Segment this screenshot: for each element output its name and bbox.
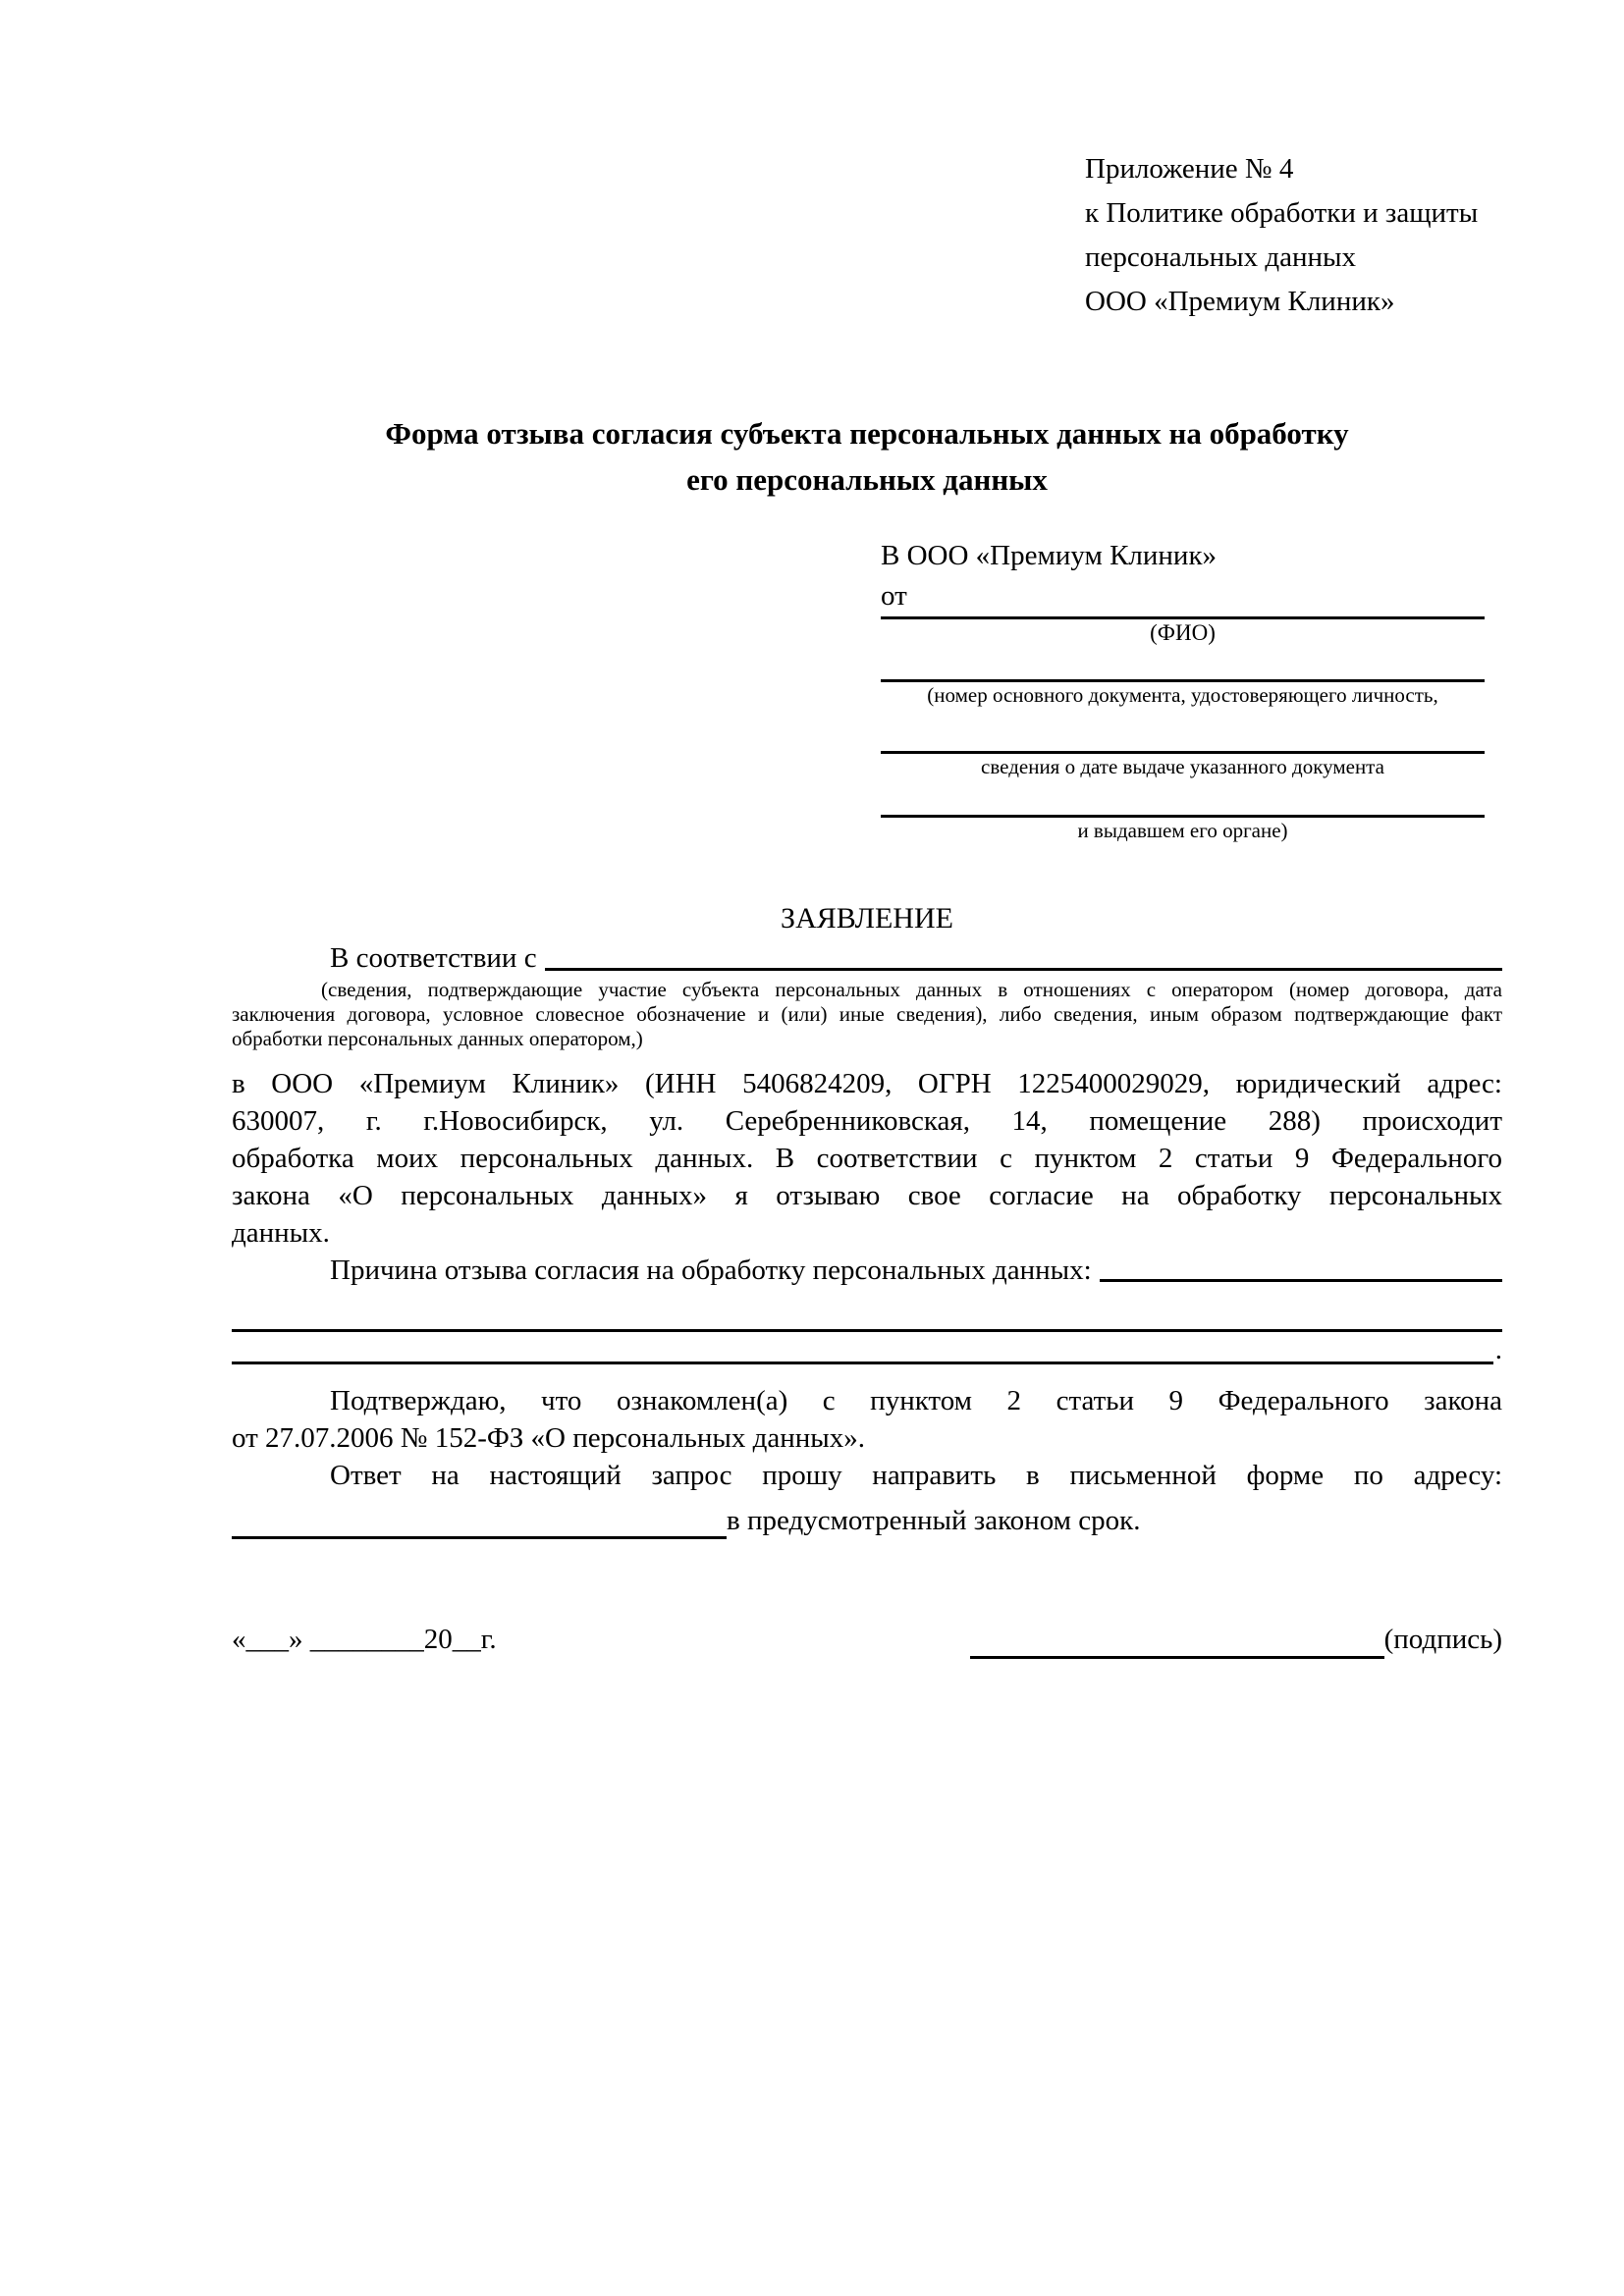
reply-address-blank-line xyxy=(232,1508,727,1539)
explanatory-note-line: заключения договора, условное словесное обозначение и (или) иные сведения), либо сведения, иным образом подтверждающие факт xyxy=(232,1002,1502,1026)
statement-body-line: данных. xyxy=(232,1217,330,1249)
explanatory-note xyxy=(232,978,1502,1051)
explanatory-note-line: обработки персональных данных оператором,) xyxy=(232,1027,643,1050)
recipient-to: В ООО «Премиум Клиник» xyxy=(881,540,1218,571)
reason-label: Причина отзыва согласия на обработку персональных данных: xyxy=(330,1255,1092,1286)
signature-blank-line xyxy=(970,1628,1384,1659)
document-title xyxy=(232,410,1502,503)
document-title-line: Форма отзыва согласия субъекта персональных данных на обработку xyxy=(385,416,1349,451)
reply-tail-text: в предусмотренный законом срок. xyxy=(727,1505,1141,1536)
footer-row xyxy=(232,1620,1502,1659)
statement-body-line: в ООО «Премиум Клиник» (ИНН 5406824209, ОГРН 1225400029029, юридический адрес: xyxy=(232,1068,1502,1099)
reason-blank-line-3 xyxy=(232,1332,1502,1364)
annex-note-line: персональных данных xyxy=(1085,241,1357,273)
confirmation-paragraph xyxy=(232,1382,1502,1457)
annex-note-line: ООО «Премиум Клиник» xyxy=(1085,286,1395,317)
recipient-block xyxy=(881,536,1485,843)
document-number-caption: (номер основного документа, удостоверяющего личность, xyxy=(927,683,1438,707)
annex-note-line: к Политике обработки и защиты xyxy=(1085,197,1479,229)
recipient-from-label: от xyxy=(881,580,907,612)
reason-blank-line-2 xyxy=(232,1295,1502,1332)
statement-heading: ЗАЯВЛЕНИЕ xyxy=(781,902,953,934)
statement-body-line: 630007, г. г.Новосибирск, ул. Серебренниковская, 14, помещение 288) происходит xyxy=(232,1105,1502,1137)
reply-address-row xyxy=(232,1502,1502,1539)
date-blank-text: «___» ________20__г. xyxy=(232,1624,497,1655)
annex-note xyxy=(1085,147,1502,324)
reply-line: Ответ на настоящий запрос прошу направить в письменной форме по адресу: xyxy=(330,1460,1502,1491)
issuing-authority-caption: и выдавшем его органе) xyxy=(1077,819,1288,842)
statement-body-line: обработка моих персональных данных. В соответствии с пунктом 2 статьи 9 Федерального xyxy=(232,1143,1502,1174)
reason-blank-line xyxy=(1100,1252,1502,1282)
statement-intro-row xyxy=(232,938,1502,978)
reason-row xyxy=(232,1252,1502,1289)
document-title-line: его персональных данных xyxy=(686,462,1048,497)
signature-caption: (подпись) xyxy=(1383,1624,1502,1655)
confirmation-line: от 27.07.2006 № 152-ФЗ «О персональных данных». xyxy=(232,1422,866,1454)
statement-body-line: закона «О персональных данных» я отзываю свое согласие на обработку персональных xyxy=(232,1180,1502,1211)
statement-body xyxy=(232,1065,1502,1252)
reason-blank-line-3-rule xyxy=(232,1362,1493,1364)
issue-date-caption: сведения о дате выдаче указанного документа xyxy=(981,755,1384,778)
statement-intro-label: В соответствии с xyxy=(330,942,537,974)
fio-caption: (ФИО) xyxy=(1150,620,1216,645)
annex-note-line: Приложение № 4 xyxy=(1085,153,1294,185)
signature-group xyxy=(970,1620,1502,1659)
reason-blank-line-period: . xyxy=(1494,1334,1502,1365)
reply-paragraph xyxy=(232,1457,1502,1494)
statement-intro-blank-line xyxy=(545,938,1502,971)
confirmation-line: Подтверждаю, что ознакомлен(а) с пунктом 2 статьи 9 Федерального закона xyxy=(330,1385,1502,1416)
explanatory-note-line: (сведения, подтверждающие участие субъекта персональных данных в отношениях с оператором (номер договора, дата xyxy=(321,978,1502,1001)
